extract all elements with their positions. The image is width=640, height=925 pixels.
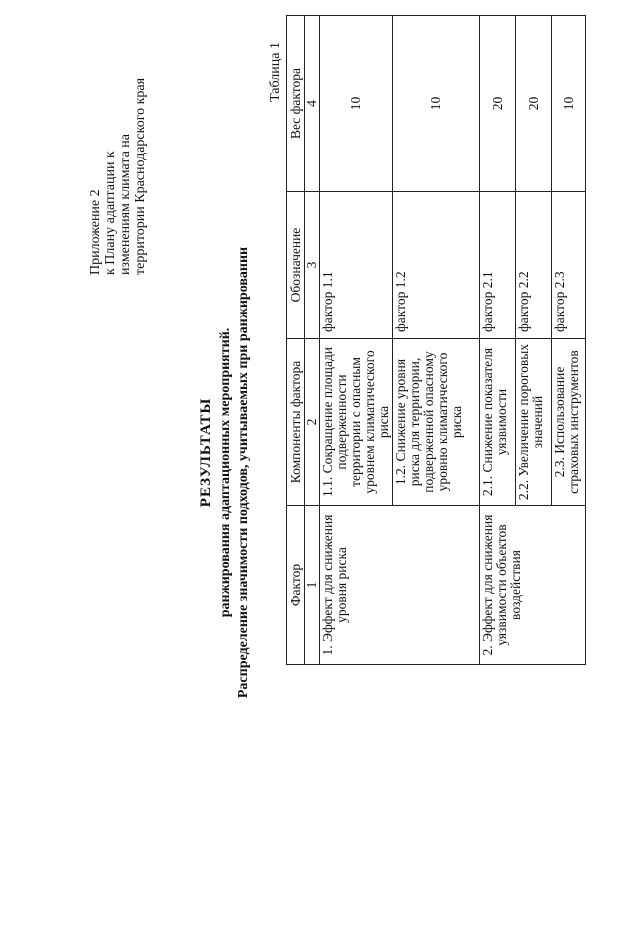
table-row xyxy=(320,16,393,665)
weight-cell: 20 xyxy=(480,16,516,192)
code-cell: фактор 2.2 xyxy=(516,192,552,339)
header-weight: Вес фактора xyxy=(287,16,305,192)
table-label: Таблица 1 xyxy=(268,42,283,102)
component-cell: 1.1. Сокращение площади подверженности территории с опасным уровнем климатического риска xyxy=(320,339,393,506)
table-row xyxy=(480,16,516,665)
weight-cell: 10 xyxy=(552,16,586,192)
code-cell: фактор 2.3 xyxy=(552,192,586,339)
column-number-row xyxy=(305,16,320,665)
component-cell: 2.2. Увеличение пороговых значений xyxy=(516,339,552,506)
factor-cell: 1. Эффект для снижения уровня риска xyxy=(320,506,480,665)
component-cell: 2.3. Использование страховых инструментов xyxy=(552,339,586,506)
header-components: Компоненты фактора xyxy=(287,339,305,506)
column-number: 4 xyxy=(305,16,320,192)
document-subtitle: ранжирования адаптационных мероприятий. xyxy=(218,327,233,618)
appendix-line: к Плану адаптации к xyxy=(103,151,118,275)
document-title: РЕЗУЛЬТАТЫ xyxy=(198,397,214,508)
code-cell: фактор 1.2 xyxy=(393,192,480,339)
code-cell: фактор 1.1 xyxy=(320,192,393,339)
column-number: 1 xyxy=(305,506,320,665)
column-number: 3 xyxy=(305,192,320,339)
component-cell: 2.1. Снижение показателя уязвимости xyxy=(480,339,516,506)
table-header-row xyxy=(287,16,305,665)
header-code: Обозначение xyxy=(287,192,305,339)
weight-cell: 20 xyxy=(516,16,552,192)
weight-cell: 10 xyxy=(320,16,393,192)
factor-cell: 2. Эффект для снижения уязвимости объектов воздействия xyxy=(480,506,586,665)
component-cell: 1.2. Снижение уровня риска для территории, подверженной опасному уровню климатического риска xyxy=(393,339,480,506)
ranking-table xyxy=(286,15,586,665)
document-subtitle-2: Распределение значимости подходов, учитываемых при ранжировании xyxy=(236,246,251,699)
code-cell: фактор 2.1 xyxy=(480,192,516,339)
appendix-note xyxy=(88,78,148,275)
column-number: 2 xyxy=(305,339,320,506)
weight-cell: 10 xyxy=(393,16,480,192)
header-factor: Фактор xyxy=(287,506,305,665)
appendix-line: Приложение 2 xyxy=(88,189,103,275)
appendix-line: территории Краснодарского края xyxy=(133,77,148,275)
appendix-line: изменениям климата на xyxy=(118,134,133,275)
